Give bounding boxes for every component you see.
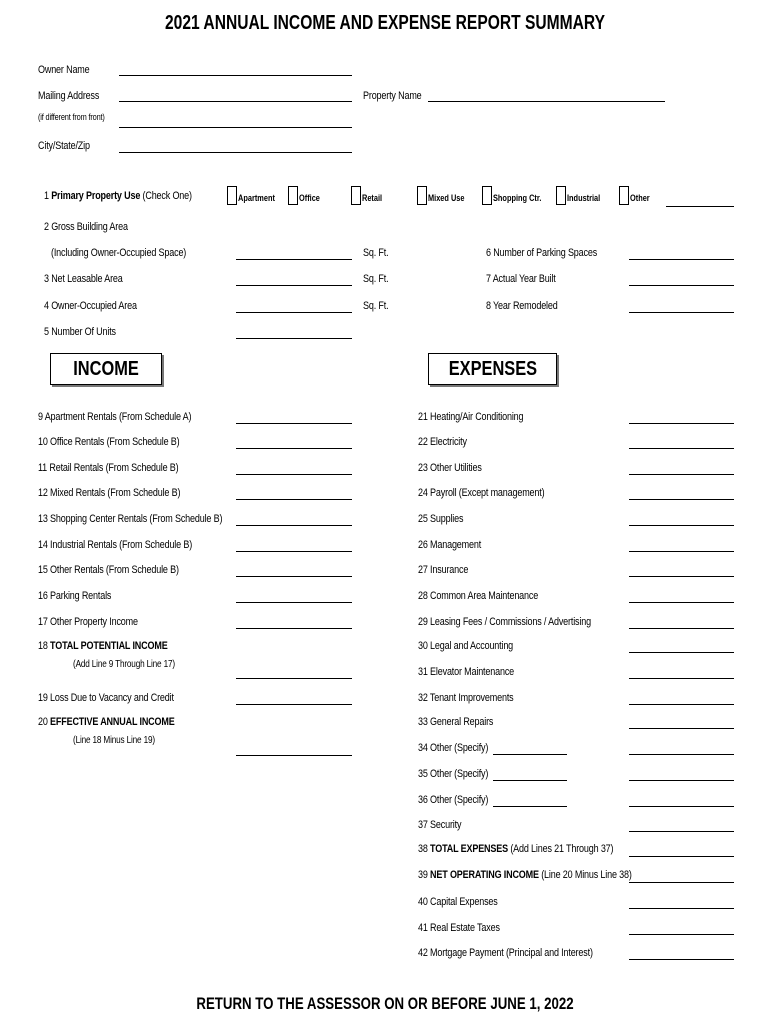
income-line-20-field[interactable] [236,755,352,756]
expense-line-37-label: 37 Security [418,819,462,831]
expense-line-42-field[interactable] [629,959,734,960]
expense-line-39-label: 39 NET OPERATING INCOME (Line 20 Minus Line 38) [418,869,632,881]
expense-line-27-label: 27 Insurance [418,564,469,576]
owner-occupied-area-label: 4 Owner-Occupied Area [44,300,137,312]
checkbox-label-apartment: Apartment [238,193,275,203]
gross-building-area-field[interactable] [236,259,352,260]
income-line-18-sub: (Add Line 9 Through Line 17) [73,659,175,670]
expense-line-33-label: 33 General Repairs [418,716,494,728]
expense-line-23-field[interactable] [629,474,734,475]
year-built-label: 7 Actual Year Built [486,273,556,285]
expense-line-24-label: 24 Payroll (Except management) [418,487,545,499]
number-of-units-field[interactable] [236,338,352,339]
property-use-label: 1 Primary Property Use (Check One) [44,190,192,202]
checkbox-office[interactable] [288,186,298,205]
expense-line-39-field[interactable] [629,882,734,883]
owner-occupied-area-field[interactable] [236,312,352,313]
expense-line-35-specify-field[interactable] [493,780,567,781]
income-line-18-label: 18 TOTAL POTENTIAL INCOME [38,640,168,652]
expense-line-40-field[interactable] [629,908,734,909]
income-line-14-label: 14 Industrial Rentals (From Schedule B) [38,539,193,551]
income-line-12-field[interactable] [236,499,352,500]
expense-line-24-field[interactable] [629,499,734,500]
income-section-header: INCOME [50,353,162,385]
checkbox-label-retail: Retail [362,193,383,203]
checkbox-label-industrial: Industrial [567,193,601,203]
sqft-label-2: Sq. Ft. [363,273,389,285]
expense-line-37-field[interactable] [629,831,734,832]
income-line-17-label: 17 Other Property Income [38,616,138,628]
expense-line-28-label: 28 Common Area Maintenance [418,590,539,602]
net-leasable-area-label: 3 Net Leasable Area [44,273,123,285]
expense-line-33-field[interactable] [629,728,734,729]
checkbox-industrial[interactable] [556,186,566,205]
checkbox-shopping-ctr[interactable] [482,186,492,205]
property-name-label: Property Name [363,90,422,102]
checkbox-label-mixed-use: Mixed Use [428,193,465,203]
income-line-10-field[interactable] [236,448,352,449]
expense-line-29-label: 29 Leasing Fees / Commissions / Advertising [418,616,591,628]
number-of-units-label: 5 Number Of Units [44,326,116,338]
expense-line-25-field[interactable] [629,525,734,526]
expense-line-30-label: 30 Legal and Accounting [418,640,514,652]
expense-line-31-field[interactable] [629,678,734,679]
expense-line-35-field[interactable] [629,780,734,781]
income-line-17-field[interactable] [236,628,352,629]
year-remodeled-label: 8 Year Remodeled [486,300,558,312]
mailing-address-label: Mailing Address [38,90,100,102]
income-line-14-field[interactable] [236,551,352,552]
expense-line-26-label: 26 Management [418,539,482,551]
checkbox-mixed-use[interactable] [417,186,427,205]
expense-line-42-label: 42 Mortgage Payment (Principal and Interest) [418,947,593,959]
checkbox-label-office: Office [299,193,320,203]
gross-building-area-sub: (Including Owner-Occupied Space) [51,247,187,259]
checkbox-label-shopping-ctr: Shopping Ctr. [493,193,542,203]
expense-line-41-field[interactable] [629,934,734,935]
expense-line-21-label: 21 Heating/Air Conditioning [418,411,524,423]
expense-line-22-field[interactable] [629,448,734,449]
income-line-11-field[interactable] [236,474,352,475]
expense-line-30-field[interactable] [629,652,734,653]
income-line-10-label: 10 Office Rentals (From Schedule B) [38,436,180,448]
income-line-16-label: 16 Parking Rentals [38,590,112,602]
sqft-label-1: Sq. Ft. [363,247,389,259]
expense-line-32-label: 32 Tenant Improvements [418,692,514,704]
expense-line-34-field[interactable] [629,754,734,755]
net-leasable-area-field[interactable] [236,285,352,286]
income-line-18-field[interactable] [236,678,352,679]
income-line-9-label: 9 Apartment Rentals (From Schedule A) [38,411,192,423]
expense-line-25-label: 25 Supplies [418,513,464,525]
income-line-9-field[interactable] [236,423,352,424]
income-line-13-field[interactable] [236,525,352,526]
year-remodeled-field[interactable] [629,312,734,313]
other-use-specify-field[interactable] [666,206,734,207]
checkbox-label-other: Other [630,193,650,203]
checkbox-apartment[interactable] [227,186,237,205]
income-line-16-field[interactable] [236,602,352,603]
expense-line-36-field[interactable] [629,806,734,807]
checkbox-retail[interactable] [351,186,361,205]
income-line-11-label: 11 Retail Rentals (From Schedule B) [38,462,179,474]
expense-line-36-specify-field[interactable] [493,806,567,807]
expense-line-22-label: 22 Electricity [418,436,467,448]
expense-line-31-label: 31 Elevator Maintenance [418,666,515,678]
expense-line-27-field[interactable] [629,576,734,577]
sqft-label-3: Sq. Ft. [363,300,389,312]
parking-spaces-field[interactable] [629,259,734,260]
city-state-zip-field[interactable] [119,152,352,153]
expense-line-40-label: 40 Capital Expenses [418,896,498,908]
income-line-15-field[interactable] [236,576,352,577]
expense-line-28-field[interactable] [629,602,734,603]
income-line-19-label: 19 Loss Due to Vacancy and Credit [38,692,174,704]
owner-name-field[interactable] [119,75,352,76]
income-line-19-field[interactable] [236,704,352,705]
income-line-13-label: 13 Shopping Center Rentals (From Schedule B) [38,513,223,525]
expense-line-41-label: 41 Real Estate Taxes [418,922,500,934]
expense-line-29-field[interactable] [629,628,734,629]
expense-line-36-label: 36 Other (Specify) [418,794,489,806]
property-name-field[interactable] [428,101,665,102]
mailing-address-field-2[interactable] [119,127,352,128]
income-line-20-label: 20 EFFECTIVE ANNUAL INCOME [38,716,175,728]
income-line-20-sub: (Line 18 Minus Line 19) [73,735,155,746]
expense-line-32-field[interactable] [629,704,734,705]
expense-line-26-field[interactable] [629,551,734,552]
city-state-zip-label: City/State/Zip [38,140,90,152]
year-built-field[interactable] [629,285,734,286]
income-line-12-label: 12 Mixed Rentals (From Schedule B) [38,487,181,499]
expense-line-34-label: 34 Other (Specify) [418,742,489,754]
expense-line-34-specify-field[interactable] [493,754,567,755]
expenses-section-header: EXPENSES [428,353,557,385]
checkbox-other[interactable] [619,186,629,205]
page-title: 2021 ANNUAL INCOME AND EXPENSE REPORT SUMMARY [164,12,606,34]
expense-line-23-label: 23 Other Utilities [418,462,482,474]
mailing-address-field[interactable] [119,101,352,102]
footer-return-notice: RETURN TO THE ASSESSOR ON OR BEFORE JUNE 1, 2022 [196,994,574,1013]
parking-spaces-label: 6 Number of Parking Spaces [486,247,598,259]
expense-line-35-label: 35 Other (Specify) [418,768,489,780]
gross-building-area-label: 2 Gross Building Area [44,221,128,233]
income-line-15-label: 15 Other Rentals (From Schedule B) [38,564,179,576]
expense-line-38-label: 38 TOTAL EXPENSES (Add Lines 21 Through 37) [418,843,614,855]
owner-name-label: Owner Name [38,64,90,76]
expense-line-38-field[interactable] [629,856,734,857]
expense-line-21-field[interactable] [629,423,734,424]
mailing-address-note: (if different from front) [38,112,105,122]
